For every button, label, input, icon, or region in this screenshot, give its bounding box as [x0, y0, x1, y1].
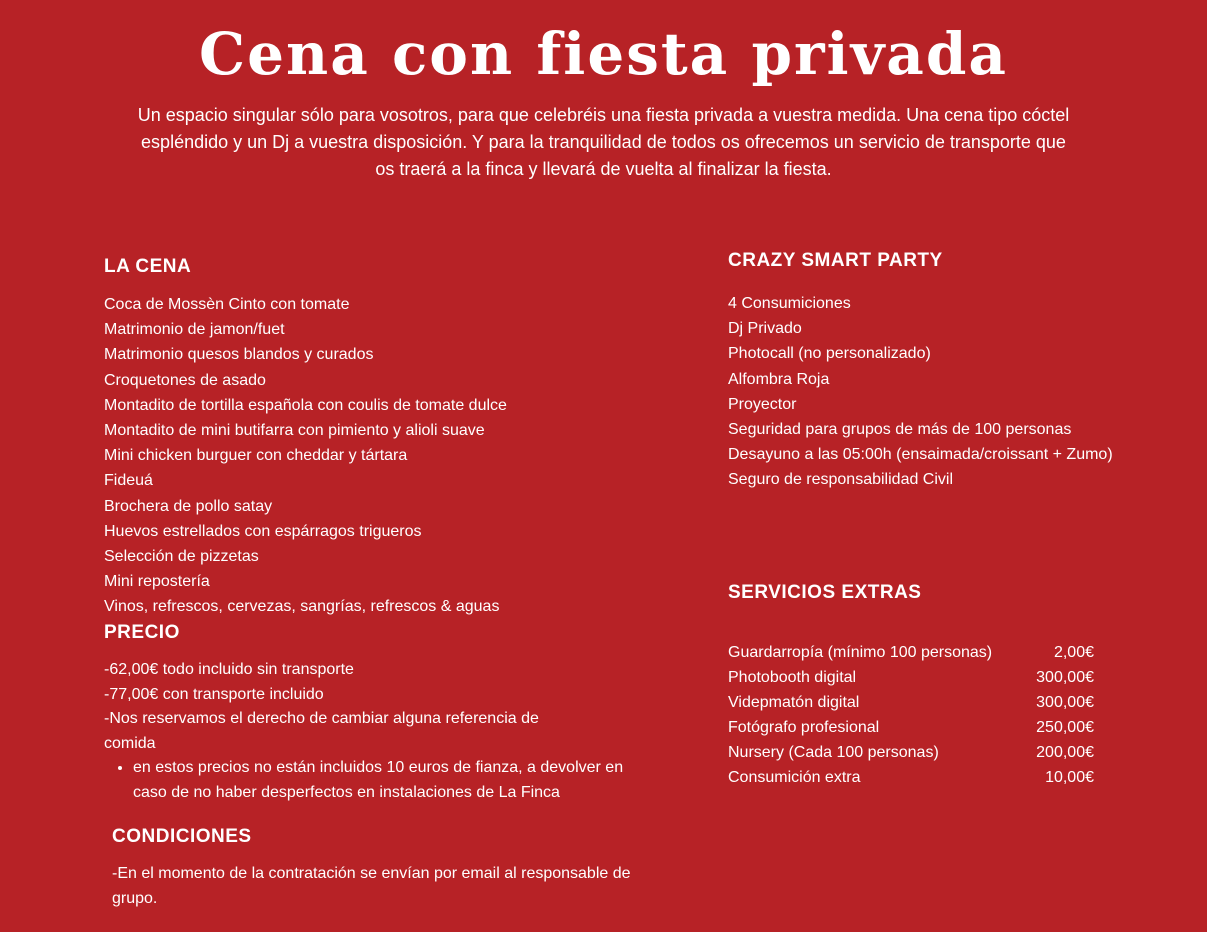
- extras-price: 200,00€: [1036, 743, 1094, 761]
- cena-item: Fideuá: [104, 472, 153, 490]
- cena-item: Huevos estrellados con espárragos trigueros: [104, 522, 422, 540]
- intro-paragraph: [80, 102, 1127, 183]
- extras-name: Photobooth digital: [728, 668, 857, 686]
- condiciones-text: -En el momento de la contratación se envían por email al responsable de grupo.: [112, 865, 631, 907]
- precio-bullet: • en estos precios no están incluidos 10 euros de fianza, a devolver en caso de no haber desperfectos en instalaciones de La Finca: [133, 756, 624, 805]
- extras-name: Videpmatón digital: [728, 693, 860, 711]
- extras-name: Nursery (Cada 100 personas): [728, 743, 939, 761]
- extras-price: 250,00€: [1036, 718, 1094, 736]
- extras-table: [728, 640, 1094, 790]
- party-item: Alfombra Roja: [728, 370, 830, 388]
- extras-price: 10,00€: [1045, 768, 1094, 786]
- precio-bullets: [104, 756, 624, 805]
- party-heading: CRAZY SMART PARTY: [728, 250, 943, 271]
- extras-price: 2,00€: [1053, 643, 1094, 661]
- extras-price: 300,00€: [1036, 693, 1094, 711]
- extras-row: [728, 740, 1094, 765]
- party-item: Desayuno a las 05:00h (ensaimada/croissant + Zumo): [728, 446, 1113, 464]
- precio-line: -77,00€ con transporte incluido: [104, 685, 324, 703]
- extras-row: [728, 715, 1094, 740]
- party-item: Proyector: [728, 395, 797, 413]
- page-title: Cena con fiesta privada: [198, 20, 1009, 88]
- precio-line: -62,00€ todo incluido sin transporte: [104, 661, 354, 678]
- cena-item: Matrimonio de jamon/fuet: [104, 321, 285, 339]
- extras-name: Fotógrafo profesional: [728, 718, 880, 736]
- precio-heading: PRECIO: [104, 622, 180, 643]
- condiciones-heading: CONDICIONES: [112, 826, 252, 847]
- party-item: 4 Consumiciones: [728, 295, 851, 312]
- party-item: Seguro de responsabilidad Civil: [728, 471, 954, 489]
- precio-block: [104, 658, 584, 756]
- cena-item: Selección de pizzetas: [104, 548, 259, 566]
- precio-line: -Nos reservamos el derecho de cambiar alguna referencia de comida: [104, 710, 539, 752]
- extras-price: 300,00€: [1036, 668, 1094, 686]
- intro-line: Un espacio singular sólo para vosotros, para que celebréis una fiesta privada a vuestra medida. Una cena tipo cóctel: [137, 105, 1070, 125]
- cena-item: Matrimonio quesos blandos y curados: [104, 346, 374, 364]
- party-list: [728, 291, 1113, 493]
- cena-item: Montadito de mini butifarra con pimiento y alioli suave: [104, 422, 485, 440]
- extras-name: Guardarropía (mínimo 100 personas): [728, 643, 993, 661]
- cena-item: Mini repostería: [104, 573, 210, 591]
- party-item: Seguridad para grupos de más de 100 personas: [728, 421, 1072, 439]
- party-item: Photocall (no personalizado): [728, 345, 931, 363]
- intro-line: os traerá a la finca y llevará de vuelta al finalizar la fiesta.: [375, 159, 832, 179]
- party-item: Dj Privado: [728, 320, 802, 338]
- intro-line: espléndido y un Dj a vuestra disposición. Y para la tranquilidad de todos os ofrecemos un servicio de transporte que: [141, 132, 1066, 152]
- cena-item: Montadito de tortilla española con coulis de tomate dulce: [104, 396, 507, 414]
- cena-item: Croquetones de asado: [104, 371, 266, 389]
- cena-list: [104, 292, 507, 620]
- extras-row: [728, 640, 1094, 665]
- cena-heading: LA CENA: [104, 256, 192, 277]
- cena-item: Coca de Mossèn Cinto con tomate: [104, 296, 350, 313]
- cena-item: Brochera de pollo satay: [104, 497, 273, 515]
- cena-item: Mini chicken burguer con cheddar y tártara: [104, 447, 408, 465]
- extras-heading: SERVICIOS EXTRAS: [728, 582, 922, 603]
- extras-row: [728, 665, 1094, 690]
- cena-item: Vinos, refrescos, cervezas, sangrías, refrescos & aguas: [104, 598, 500, 616]
- extras-row: [728, 765, 1094, 790]
- extras-row: [728, 690, 1094, 715]
- extras-name: Consumición extra: [728, 768, 861, 786]
